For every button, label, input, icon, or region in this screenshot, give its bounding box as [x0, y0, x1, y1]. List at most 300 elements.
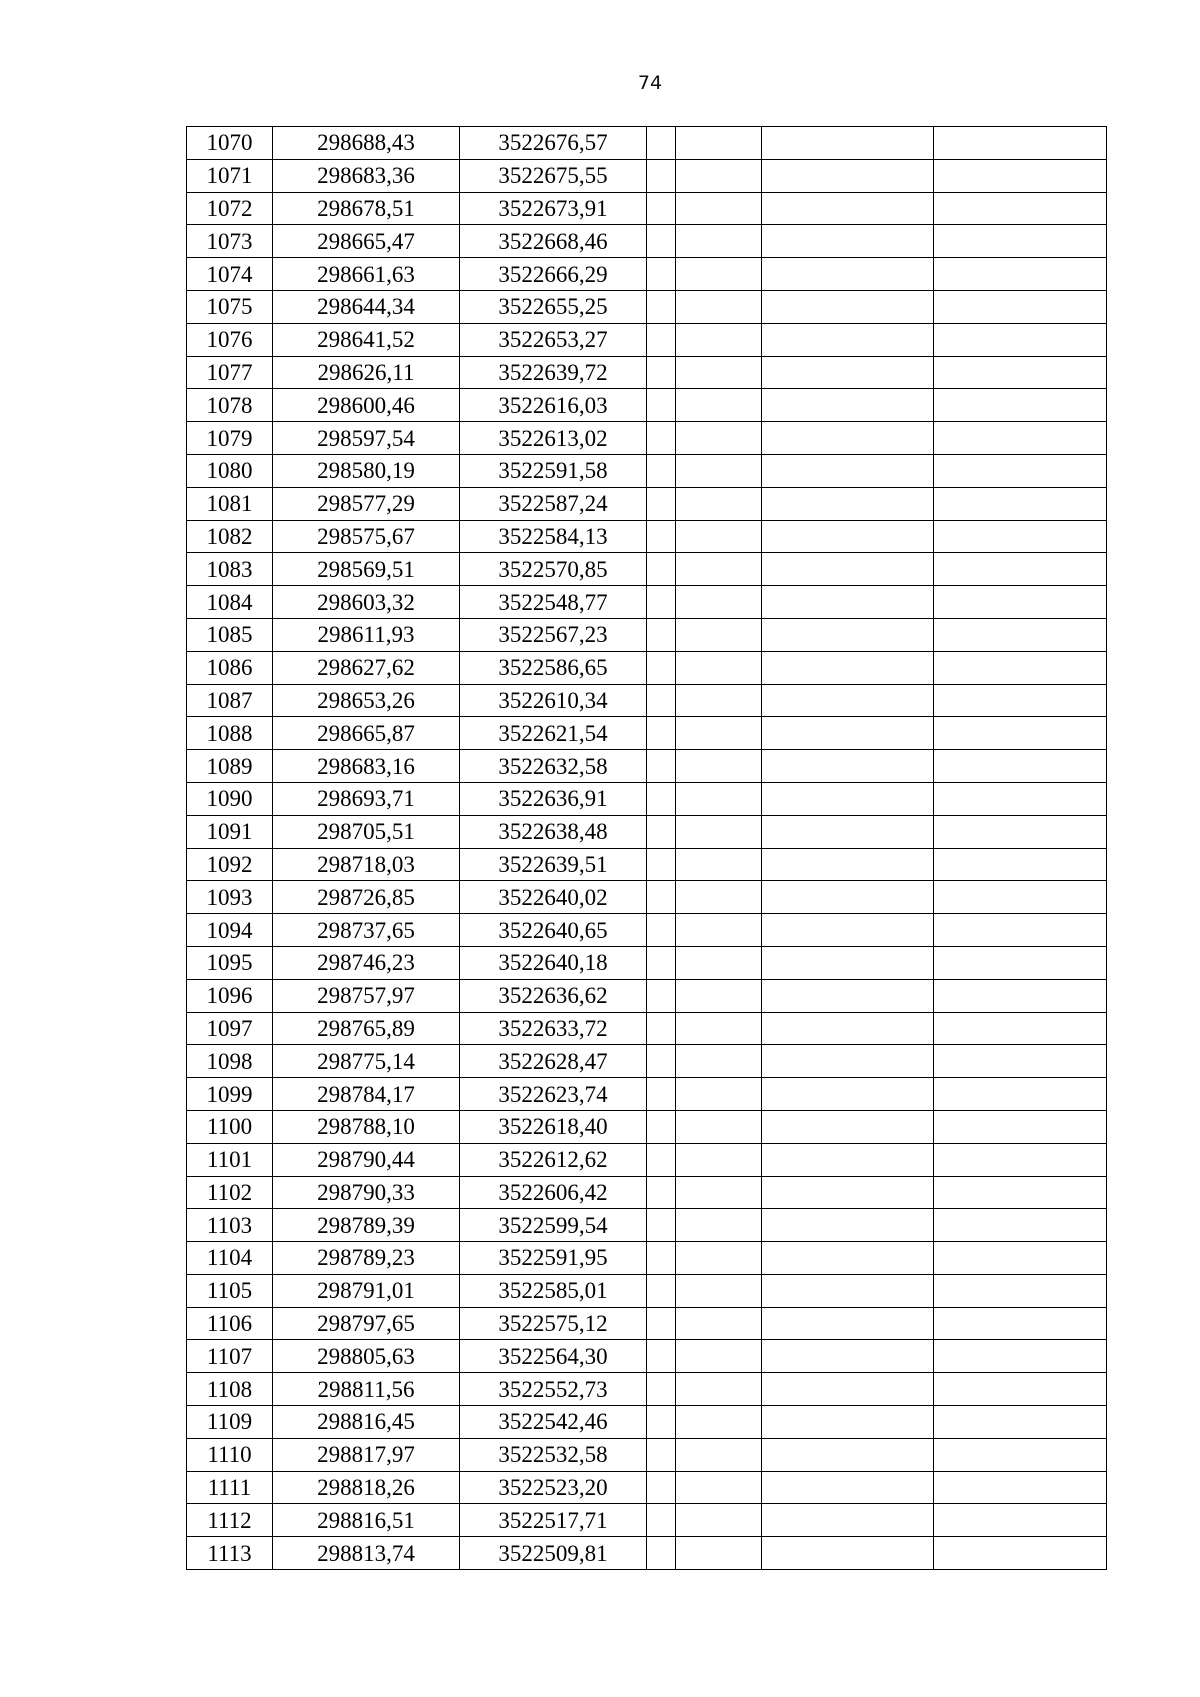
point-number-cell: 1094 [187, 914, 273, 947]
empty-cell [934, 487, 1107, 520]
y-coordinate-cell: 3522591,58 [460, 454, 647, 487]
empty-cell [676, 1406, 762, 1439]
empty-cell [676, 684, 762, 717]
empty-cell [934, 454, 1107, 487]
page-number: 74 [637, 72, 663, 94]
point-number-cell: 1091 [187, 815, 273, 848]
y-coordinate-cell: 3522599,54 [460, 1209, 647, 1242]
empty-cell [762, 1438, 934, 1471]
table-row [187, 717, 1107, 750]
empty-cell [676, 1373, 762, 1406]
y-coordinate-cell: 3522640,02 [460, 881, 647, 914]
empty-cell [762, 1045, 934, 1078]
point-number-cell: 1099 [187, 1078, 273, 1111]
empty-cell [934, 1438, 1107, 1471]
empty-cell [676, 1274, 762, 1307]
empty-cell [676, 1537, 762, 1570]
empty-cell [934, 553, 1107, 586]
y-coordinate-cell: 3522523,20 [460, 1471, 647, 1504]
empty-cell [647, 881, 676, 914]
y-coordinate-cell: 3522640,18 [460, 946, 647, 979]
empty-cell [647, 1274, 676, 1307]
x-coordinate-cell: 298817,97 [273, 1438, 460, 1471]
empty-cell [676, 717, 762, 750]
empty-cell [647, 258, 676, 291]
x-coordinate-cell: 298626,11 [273, 356, 460, 389]
point-number-cell: 1103 [187, 1209, 273, 1242]
table-row [187, 422, 1107, 455]
empty-cell [676, 1504, 762, 1537]
empty-cell [647, 323, 676, 356]
empty-cell [676, 1307, 762, 1340]
empty-cell [676, 127, 762, 160]
point-number-cell: 1107 [187, 1340, 273, 1373]
point-number-cell: 1098 [187, 1045, 273, 1078]
empty-cell [762, 127, 934, 160]
x-coordinate-cell: 298705,51 [273, 815, 460, 848]
point-number-cell: 1111 [187, 1471, 273, 1504]
table-row [187, 914, 1107, 947]
y-coordinate-cell: 3522587,24 [460, 487, 647, 520]
point-number-cell: 1076 [187, 323, 273, 356]
empty-cell [647, 356, 676, 389]
empty-cell [647, 520, 676, 553]
table-row [187, 553, 1107, 586]
point-number-cell: 1088 [187, 717, 273, 750]
empty-cell [762, 1406, 934, 1439]
point-number-cell: 1078 [187, 389, 273, 422]
point-number-cell: 1097 [187, 1012, 273, 1045]
empty-cell [647, 127, 676, 160]
empty-cell [762, 356, 934, 389]
x-coordinate-cell: 298603,32 [273, 586, 460, 619]
empty-cell [762, 618, 934, 651]
empty-cell [934, 1242, 1107, 1275]
point-number-cell: 1089 [187, 750, 273, 783]
y-coordinate-cell: 3522653,27 [460, 323, 647, 356]
empty-cell [934, 159, 1107, 192]
empty-cell [647, 1504, 676, 1537]
table-row [187, 1176, 1107, 1209]
empty-cell [762, 815, 934, 848]
empty-cell [676, 1012, 762, 1045]
empty-cell [647, 1143, 676, 1176]
x-coordinate-cell: 298757,97 [273, 979, 460, 1012]
x-coordinate-cell: 298600,46 [273, 389, 460, 422]
empty-cell [934, 520, 1107, 553]
table-row [187, 356, 1107, 389]
empty-cell [934, 881, 1107, 914]
empty-cell [934, 290, 1107, 323]
empty-cell [647, 914, 676, 947]
x-coordinate-cell: 298813,74 [273, 1537, 460, 1570]
point-number-cell: 1083 [187, 553, 273, 586]
empty-cell [762, 684, 934, 717]
empty-cell [647, 782, 676, 815]
point-number-cell: 1081 [187, 487, 273, 520]
point-number-cell: 1108 [187, 1373, 273, 1406]
empty-cell [676, 1176, 762, 1209]
point-number-cell: 1079 [187, 422, 273, 455]
empty-cell [676, 881, 762, 914]
x-coordinate-cell: 298580,19 [273, 454, 460, 487]
y-coordinate-cell: 3522639,51 [460, 848, 647, 881]
empty-cell [762, 1110, 934, 1143]
empty-cell [934, 1012, 1107, 1045]
empty-cell [676, 487, 762, 520]
empty-cell [762, 848, 934, 881]
x-coordinate-cell: 298683,36 [273, 159, 460, 192]
empty-cell [934, 586, 1107, 619]
point-number-cell: 1086 [187, 651, 273, 684]
x-coordinate-cell: 298575,67 [273, 520, 460, 553]
x-coordinate-cell: 298811,56 [273, 1373, 460, 1406]
empty-cell [676, 1209, 762, 1242]
x-coordinate-cell: 298791,01 [273, 1274, 460, 1307]
y-coordinate-cell: 3522532,58 [460, 1438, 647, 1471]
empty-cell [762, 487, 934, 520]
y-coordinate-cell: 3522636,91 [460, 782, 647, 815]
empty-cell [676, 159, 762, 192]
table-row [187, 684, 1107, 717]
empty-cell [676, 979, 762, 1012]
empty-cell [676, 225, 762, 258]
table-row [187, 258, 1107, 291]
table-row [187, 750, 1107, 783]
x-coordinate-cell: 298627,62 [273, 651, 460, 684]
table-row [187, 290, 1107, 323]
empty-cell [934, 323, 1107, 356]
empty-cell [934, 422, 1107, 455]
empty-cell [647, 1406, 676, 1439]
empty-cell [762, 1143, 934, 1176]
x-coordinate-cell: 298683,16 [273, 750, 460, 783]
empty-cell [676, 586, 762, 619]
table-row [187, 1143, 1107, 1176]
empty-cell [762, 422, 934, 455]
table-row [187, 159, 1107, 192]
point-number-cell: 1106 [187, 1307, 273, 1340]
empty-cell [676, 1340, 762, 1373]
empty-cell [676, 553, 762, 586]
empty-cell [762, 1078, 934, 1111]
point-number-cell: 1113 [187, 1537, 273, 1570]
empty-cell [647, 1078, 676, 1111]
y-coordinate-cell: 3522584,13 [460, 520, 647, 553]
empty-cell [676, 618, 762, 651]
empty-cell [647, 684, 676, 717]
x-coordinate-cell: 298789,23 [273, 1242, 460, 1275]
point-number-cell: 1112 [187, 1504, 273, 1537]
table-row [187, 127, 1107, 160]
y-coordinate-cell: 3522610,34 [460, 684, 647, 717]
empty-cell [934, 225, 1107, 258]
y-coordinate-cell: 3522612,62 [460, 1143, 647, 1176]
y-coordinate-cell: 3522618,40 [460, 1110, 647, 1143]
empty-cell [647, 651, 676, 684]
empty-cell [647, 848, 676, 881]
point-number-cell: 1093 [187, 881, 273, 914]
empty-cell [647, 1242, 676, 1275]
x-coordinate-cell: 298569,51 [273, 553, 460, 586]
x-coordinate-cell: 298665,87 [273, 717, 460, 750]
table-row [187, 1307, 1107, 1340]
point-number-cell: 1109 [187, 1406, 273, 1439]
x-coordinate-cell: 298816,45 [273, 1406, 460, 1439]
y-coordinate-cell: 3522639,72 [460, 356, 647, 389]
empty-cell [762, 782, 934, 815]
empty-cell [762, 1471, 934, 1504]
empty-cell [762, 1176, 934, 1209]
table-row [187, 979, 1107, 1012]
x-coordinate-cell: 298665,47 [273, 225, 460, 258]
x-coordinate-cell: 298644,34 [273, 290, 460, 323]
empty-cell [762, 1340, 934, 1373]
x-coordinate-cell: 298678,51 [273, 192, 460, 225]
x-coordinate-cell: 298784,17 [273, 1078, 460, 1111]
empty-cell [647, 192, 676, 225]
empty-cell [762, 192, 934, 225]
y-coordinate-cell: 3522564,30 [460, 1340, 647, 1373]
point-number-cell: 1074 [187, 258, 273, 291]
empty-cell [647, 1012, 676, 1045]
empty-cell [647, 389, 676, 422]
empty-cell [647, 1471, 676, 1504]
empty-cell [762, 520, 934, 553]
x-coordinate-cell: 298653,26 [273, 684, 460, 717]
empty-cell [676, 651, 762, 684]
x-coordinate-cell: 298746,23 [273, 946, 460, 979]
table-row [187, 1110, 1107, 1143]
table-row [187, 323, 1107, 356]
point-number-cell: 1100 [187, 1110, 273, 1143]
point-number-cell: 1096 [187, 979, 273, 1012]
empty-cell [934, 782, 1107, 815]
empty-cell [762, 1373, 934, 1406]
empty-cell [647, 1373, 676, 1406]
empty-cell [934, 1471, 1107, 1504]
point-number-cell: 1082 [187, 520, 273, 553]
point-number-cell: 1077 [187, 356, 273, 389]
empty-cell [762, 717, 934, 750]
empty-cell [762, 454, 934, 487]
empty-cell [762, 1209, 934, 1242]
empty-cell [647, 454, 676, 487]
empty-cell [647, 225, 676, 258]
empty-cell [762, 159, 934, 192]
empty-cell [934, 1340, 1107, 1373]
empty-cell [647, 815, 676, 848]
table-row [187, 1242, 1107, 1275]
empty-cell [934, 1307, 1107, 1340]
y-coordinate-cell: 3522591,95 [460, 1242, 647, 1275]
y-coordinate-cell: 3522509,81 [460, 1537, 647, 1570]
empty-cell [934, 1078, 1107, 1111]
y-coordinate-cell: 3522570,85 [460, 553, 647, 586]
x-coordinate-cell: 298693,71 [273, 782, 460, 815]
y-coordinate-cell: 3522655,25 [460, 290, 647, 323]
point-number-cell: 1090 [187, 782, 273, 815]
coordinates-table [186, 126, 1107, 1570]
table-row [187, 782, 1107, 815]
empty-cell [762, 553, 934, 586]
empty-cell [762, 881, 934, 914]
empty-cell [647, 1176, 676, 1209]
empty-cell [762, 1242, 934, 1275]
point-number-cell: 1080 [187, 454, 273, 487]
x-coordinate-cell: 298805,63 [273, 1340, 460, 1373]
empty-cell [934, 258, 1107, 291]
point-number-cell: 1087 [187, 684, 273, 717]
empty-cell [676, 454, 762, 487]
y-coordinate-cell: 3522638,48 [460, 815, 647, 848]
table-row [187, 1209, 1107, 1242]
empty-cell [647, 1537, 676, 1570]
empty-cell [762, 586, 934, 619]
empty-cell [676, 1471, 762, 1504]
empty-cell [762, 1504, 934, 1537]
y-coordinate-cell: 3522517,71 [460, 1504, 647, 1537]
table-row [187, 618, 1107, 651]
table-row [187, 192, 1107, 225]
empty-cell [762, 750, 934, 783]
empty-cell [676, 750, 762, 783]
empty-cell [676, 192, 762, 225]
empty-cell [762, 1274, 934, 1307]
point-number-cell: 1101 [187, 1143, 273, 1176]
empty-cell [934, 914, 1107, 947]
x-coordinate-cell: 298597,54 [273, 422, 460, 455]
empty-cell [934, 1209, 1107, 1242]
y-coordinate-cell: 3522616,03 [460, 389, 647, 422]
point-number-cell: 1092 [187, 848, 273, 881]
y-coordinate-cell: 3522676,57 [460, 127, 647, 160]
y-coordinate-cell: 3522632,58 [460, 750, 647, 783]
x-coordinate-cell: 298790,44 [273, 1143, 460, 1176]
empty-cell [934, 618, 1107, 651]
empty-cell [934, 389, 1107, 422]
x-coordinate-cell: 298611,93 [273, 618, 460, 651]
point-number-cell: 1084 [187, 586, 273, 619]
empty-cell [647, 979, 676, 1012]
table-row [187, 389, 1107, 422]
x-coordinate-cell: 298765,89 [273, 1012, 460, 1045]
empty-cell [676, 290, 762, 323]
empty-cell [934, 1110, 1107, 1143]
x-coordinate-cell: 298718,03 [273, 848, 460, 881]
empty-cell [676, 1045, 762, 1078]
table-row [187, 848, 1107, 881]
point-number-cell: 1105 [187, 1274, 273, 1307]
empty-cell [762, 258, 934, 291]
empty-cell [762, 946, 934, 979]
empty-cell [762, 290, 934, 323]
y-coordinate-cell: 3522548,77 [460, 586, 647, 619]
empty-cell [762, 1307, 934, 1340]
y-coordinate-cell: 3522636,62 [460, 979, 647, 1012]
empty-cell [676, 848, 762, 881]
point-number-cell: 1104 [187, 1242, 273, 1275]
empty-cell [934, 1504, 1107, 1537]
y-coordinate-cell: 3522621,54 [460, 717, 647, 750]
table-row [187, 487, 1107, 520]
empty-cell [934, 1045, 1107, 1078]
empty-cell [934, 1373, 1107, 1406]
empty-cell [934, 848, 1107, 881]
empty-cell [676, 782, 762, 815]
y-coordinate-cell: 3522668,46 [460, 225, 647, 258]
empty-cell [934, 1143, 1107, 1176]
table-row [187, 1438, 1107, 1471]
empty-cell [934, 684, 1107, 717]
point-number-cell: 1110 [187, 1438, 273, 1471]
table-row [187, 1504, 1107, 1537]
empty-cell [676, 1143, 762, 1176]
empty-cell [676, 946, 762, 979]
y-coordinate-cell: 3522586,65 [460, 651, 647, 684]
empty-cell [676, 815, 762, 848]
x-coordinate-cell: 298775,14 [273, 1045, 460, 1078]
empty-cell [676, 520, 762, 553]
y-coordinate-cell: 3522606,42 [460, 1176, 647, 1209]
empty-cell [647, 290, 676, 323]
table-row [187, 586, 1107, 619]
empty-cell [762, 979, 934, 1012]
x-coordinate-cell: 298641,52 [273, 323, 460, 356]
point-number-cell: 1071 [187, 159, 273, 192]
empty-cell [762, 651, 934, 684]
x-coordinate-cell: 298789,39 [273, 1209, 460, 1242]
empty-cell [647, 1340, 676, 1373]
table-row [187, 881, 1107, 914]
y-coordinate-cell: 3522567,23 [460, 618, 647, 651]
empty-cell [934, 717, 1107, 750]
y-coordinate-cell: 3522552,73 [460, 1373, 647, 1406]
empty-cell [934, 356, 1107, 389]
y-coordinate-cell: 3522575,12 [460, 1307, 647, 1340]
x-coordinate-cell: 298818,26 [273, 1471, 460, 1504]
table-row [187, 1012, 1107, 1045]
y-coordinate-cell: 3522623,74 [460, 1078, 647, 1111]
y-coordinate-cell: 3522673,91 [460, 192, 647, 225]
point-number-cell: 1075 [187, 290, 273, 323]
empty-cell [934, 1537, 1107, 1570]
empty-cell [762, 225, 934, 258]
empty-cell [647, 618, 676, 651]
x-coordinate-cell: 298790,33 [273, 1176, 460, 1209]
empty-cell [647, 1209, 676, 1242]
empty-cell [676, 1078, 762, 1111]
empty-cell [762, 914, 934, 947]
y-coordinate-cell: 3522628,47 [460, 1045, 647, 1078]
x-coordinate-cell: 298726,85 [273, 881, 460, 914]
x-coordinate-cell: 298737,65 [273, 914, 460, 947]
table-row [187, 454, 1107, 487]
table-row [187, 1340, 1107, 1373]
x-coordinate-cell: 298661,63 [273, 258, 460, 291]
empty-cell [647, 422, 676, 455]
empty-cell [676, 1242, 762, 1275]
x-coordinate-cell: 298577,29 [273, 487, 460, 520]
point-number-cell: 1073 [187, 225, 273, 258]
empty-cell [676, 389, 762, 422]
empty-cell [762, 1012, 934, 1045]
point-number-cell: 1095 [187, 946, 273, 979]
empty-cell [676, 422, 762, 455]
empty-cell [647, 1110, 676, 1143]
x-coordinate-cell: 298816,51 [273, 1504, 460, 1537]
point-number-cell: 1085 [187, 618, 273, 651]
